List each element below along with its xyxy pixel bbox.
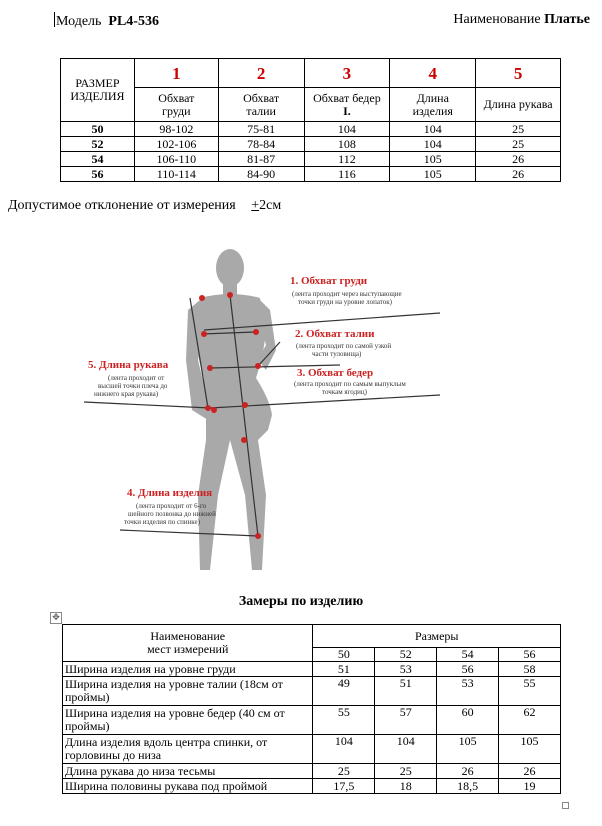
col-number: 1: [134, 59, 218, 88]
measurements-title: Замеры по изделию: [238, 594, 364, 609]
label-length-title: 4. Длина изделия: [127, 487, 213, 499]
label-chest-title: 1. Обхват груди: [290, 275, 368, 287]
table-row: Длина изделия вдоль центра спинки, от горловины до низа 104 104 105 105: [63, 735, 561, 764]
label-sleeve-title: 5. Длина рукава: [88, 359, 169, 371]
size-header-line1: РАЗМЕР: [75, 76, 120, 90]
col-number: 4: [390, 59, 476, 88]
size-col: 50: [313, 648, 375, 662]
size-col: 54: [437, 648, 499, 662]
label-length-desc: (лента проходит от 6-го: [136, 502, 207, 510]
table-row: Ширина половины рукава под проймой 17,5 18 18,5 19: [63, 779, 561, 794]
col-header-waist: Обхват талии: [218, 88, 304, 122]
name-value: Платье: [544, 12, 590, 27]
table-row: 50 98-102 75-81 104 104 25: [61, 122, 561, 137]
model-value: PL4-536: [108, 14, 159, 29]
size-col: 56: [499, 648, 561, 662]
table-row: Ширина изделия на уровне талии (18см от проймы) 49 51 53 55: [63, 677, 561, 706]
name-label: Наименование: [453, 12, 541, 27]
tolerance-unit: 2см: [259, 198, 282, 213]
table-row: Ширина изделия на уровне груди 51 53 56 58: [63, 662, 561, 677]
label-length-desc: точки изделия по спинке): [124, 518, 200, 526]
size-table: [60, 58, 561, 182]
label-hips-desc: точкам ягодиц): [322, 388, 367, 396]
table-row: Длина рукава до низа тесьмы 25 25 26 26: [63, 764, 561, 779]
model-header: [54, 12, 159, 30]
table-row: 54 106-110 81-87 112 105 26: [61, 152, 561, 167]
tolerance-sign: +: [251, 198, 260, 213]
measurement-figure: [80, 240, 450, 580]
tolerance-text: Допустимое отклонение от измерения: [8, 198, 236, 213]
label-sleeve-desc: (лента проходит от: [108, 374, 165, 382]
label-hips-desc: (лента проходит по самым выпуклым: [294, 380, 406, 388]
col-number: 2: [218, 59, 304, 88]
product-name-header: [453, 12, 590, 28]
label-sleeve-desc: нижнего края рукава): [94, 390, 159, 398]
size-header-line2: ИЗДЕЛИЯ: [70, 89, 125, 103]
tolerance-note: [8, 198, 281, 214]
label-waist-desc: (лента проходит по самой узкой: [296, 342, 392, 350]
table-resize-handle[interactable]: [562, 802, 569, 809]
col-header-length: Длина изделия: [390, 88, 476, 122]
model-label: Модель: [56, 14, 102, 29]
table-row: 56 110-114 84-90 116 105 26: [61, 167, 561, 182]
measurements-table: [62, 624, 561, 794]
col-header-chest: Обхват груди: [134, 88, 218, 122]
col-number: 5: [476, 59, 561, 88]
table-row: Ширина изделия на уровне бедер (40 см от проймы) 55 57 60 62: [63, 706, 561, 735]
label-sleeve-desc: высшей точки плеча до: [98, 382, 168, 390]
label-chest-desc: точки груди на уровне лопаток): [298, 298, 392, 306]
col-number: 3: [304, 59, 390, 88]
table-move-handle-icon[interactable]: ✥: [50, 612, 62, 624]
size-col: 52: [375, 648, 437, 662]
label-waist-title: 2. Обхват талии: [295, 328, 375, 340]
sizes-header: Размеры: [313, 625, 561, 648]
label-length-desc: шейного позвонка до нижней: [128, 510, 216, 518]
size-header: [61, 59, 135, 122]
col-header-hips: Обхват бедер I.: [304, 88, 390, 122]
table-row: 52 102-106 78-84 108 104 25: [61, 137, 561, 152]
label-hips-title: 3. Обхват бедер: [297, 367, 374, 379]
text-cursor: [54, 12, 55, 27]
place-header: Наименование мест измерений: [63, 625, 313, 662]
col-header-sleeve: Длина рукава: [476, 88, 561, 122]
label-chest-desc: (лента проходит через выступающие: [292, 290, 402, 298]
label-waist-desc: части туловища): [312, 350, 362, 358]
